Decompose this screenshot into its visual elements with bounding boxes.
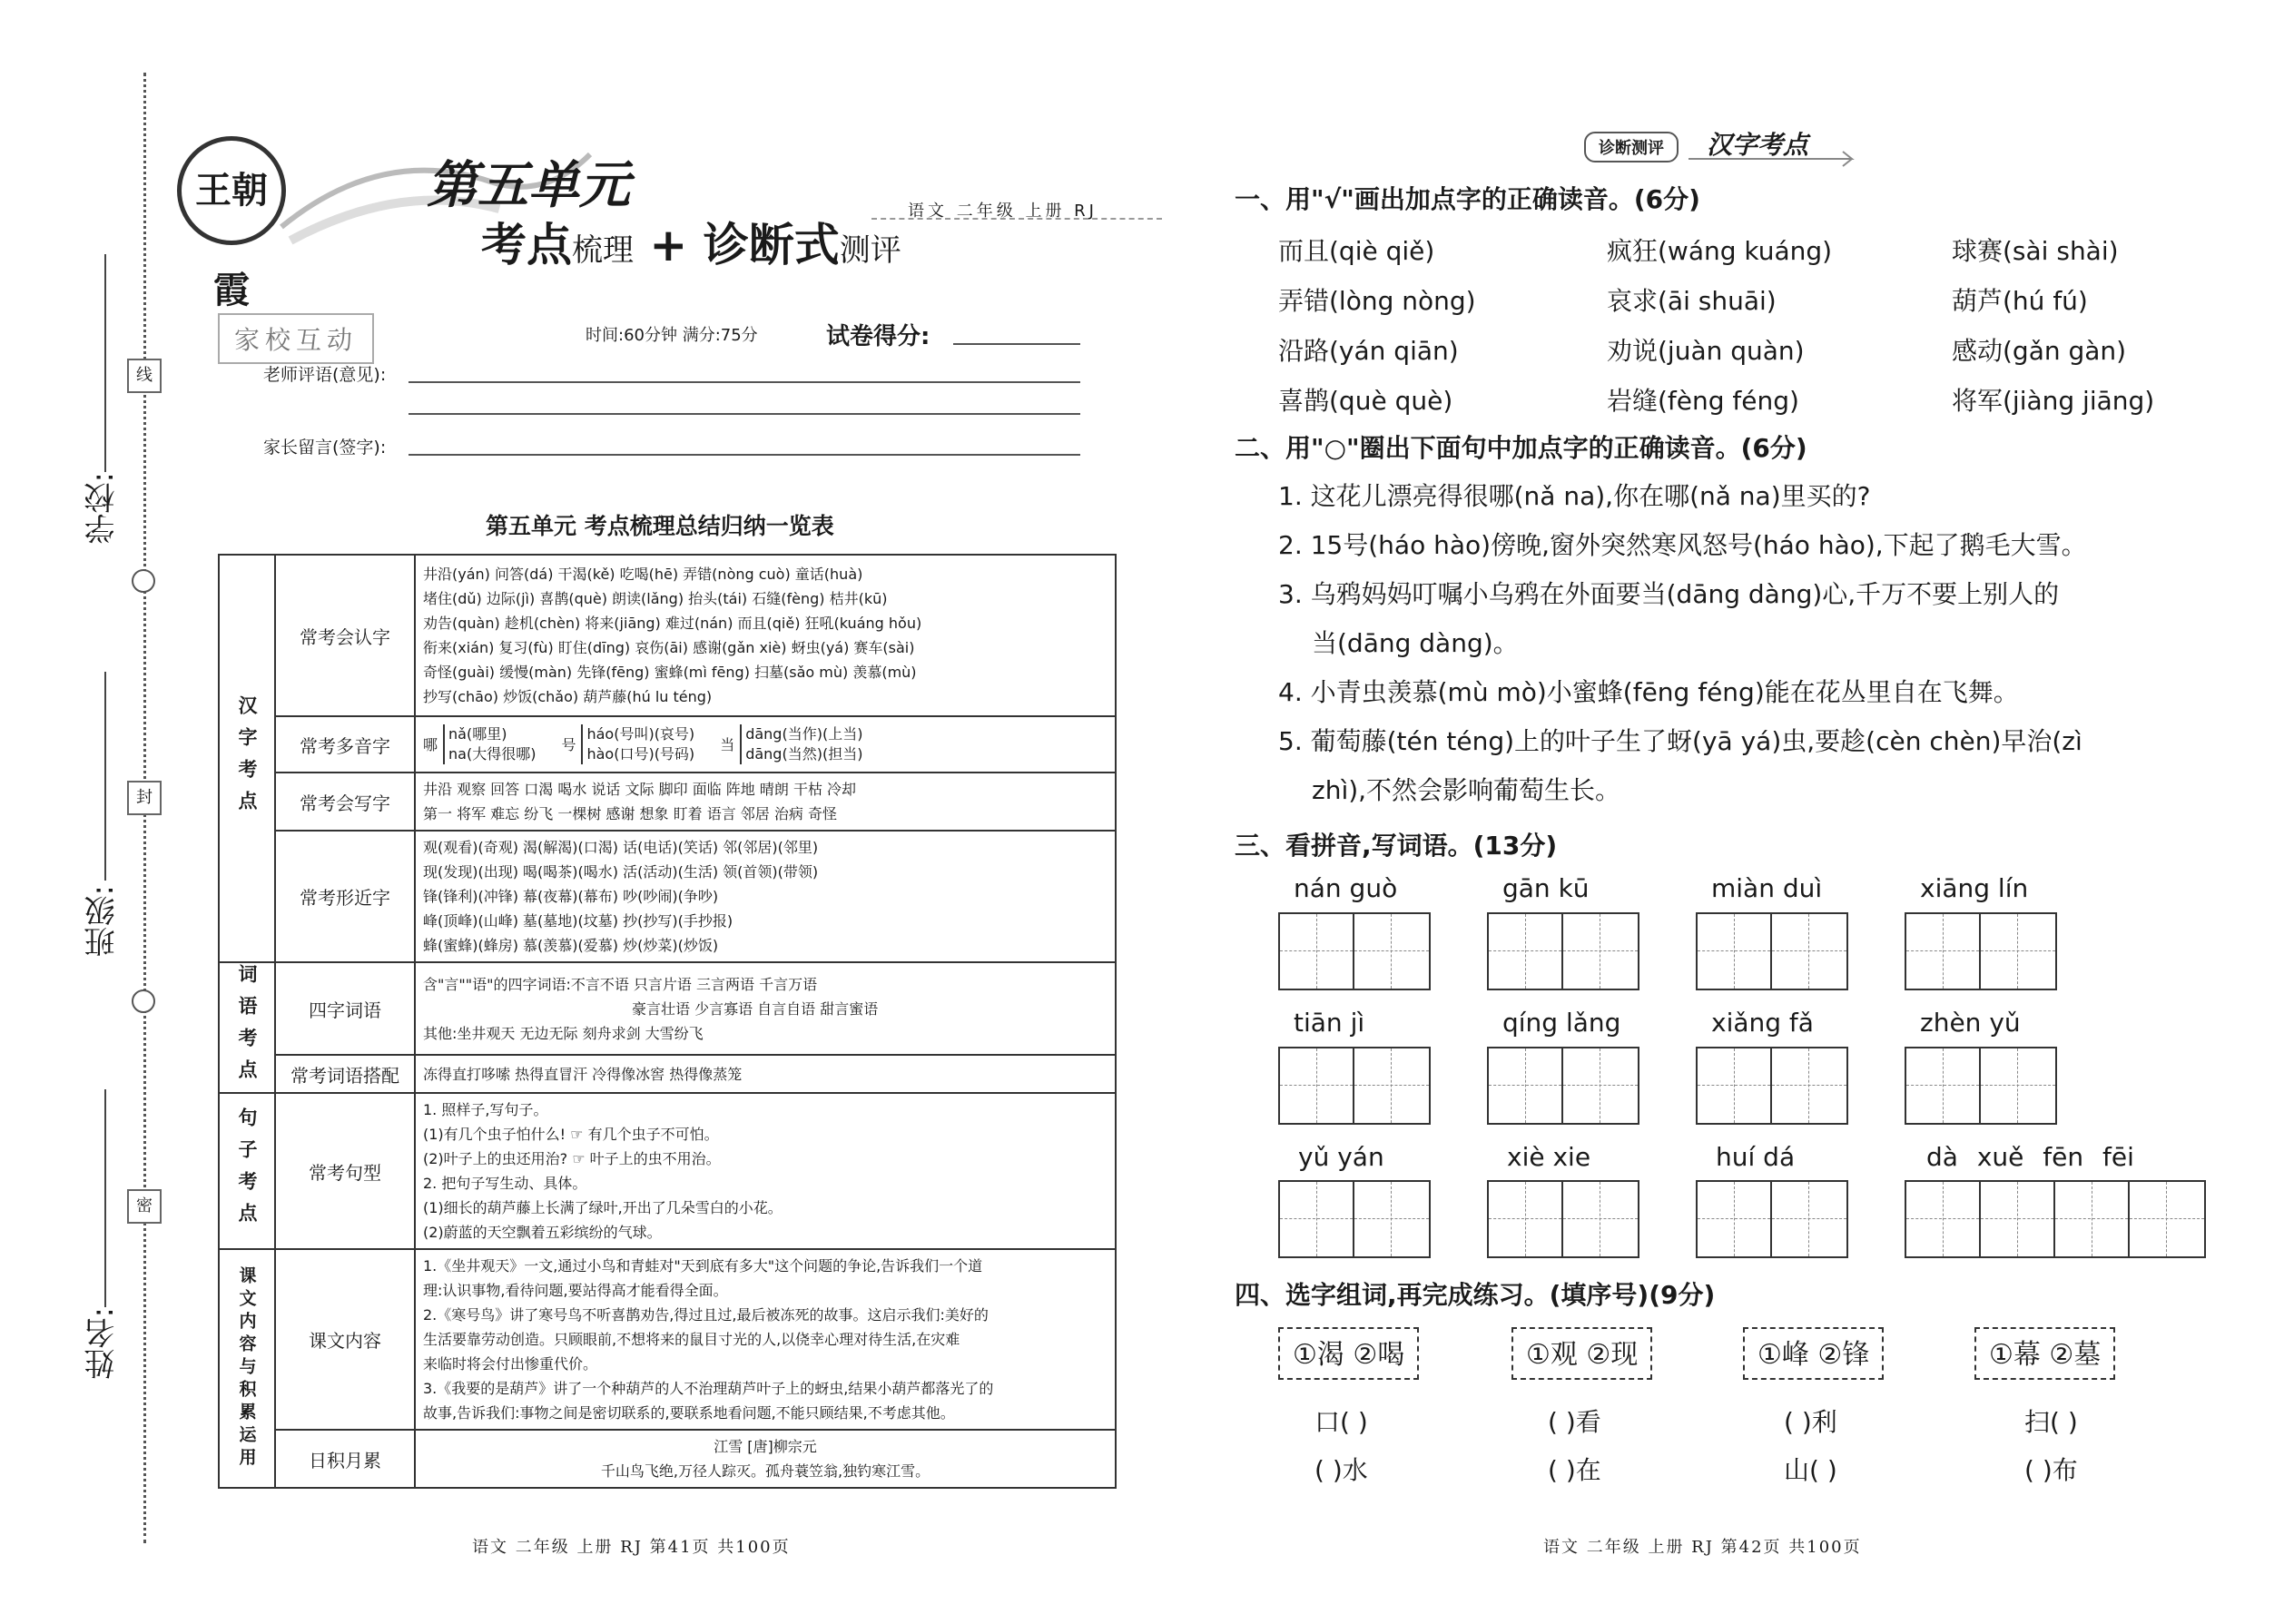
- q2-sentence[interactable]: 2. 15号(háo hào)傍晚,窗外突然寒风怒号(háo hào),下起了鹅毛大雪。: [1278, 530, 2087, 560]
- teacher-comment-field[interactable]: [409, 413, 1080, 415]
- q1-item[interactable]: 弄错(lòng nòng): [1278, 286, 1476, 316]
- word-blank[interactable]: 口( ): [1314, 1407, 1368, 1437]
- sub-kewen: 课文内容: [275, 1249, 415, 1430]
- class-field-line: [104, 672, 106, 881]
- category-juzi: 句子考点: [219, 1093, 275, 1249]
- duoyin-reading: háo(号叫)(哀号): [586, 725, 695, 743]
- pinyin-label: xiǎng fǎ: [1711, 1008, 1814, 1038]
- q1-item[interactable]: 球赛(sài shài): [1952, 236, 2119, 266]
- q1-item[interactable]: 而且(qiè qiě): [1278, 236, 1435, 266]
- duoyin-reading: dāng(当然)(担当): [745, 745, 863, 763]
- q1-item[interactable]: 将军(jiàng jiāng): [1952, 386, 2155, 416]
- parent-comment-label: 家长留言(签字):: [263, 438, 387, 458]
- summary-table: [218, 554, 1117, 1489]
- name-field-line: [104, 1089, 106, 1307]
- binding-mark-feng: 封: [127, 781, 162, 815]
- renzi-content: [415, 555, 1116, 716]
- header-dash-line: [871, 218, 1162, 220]
- duoyin-char: 哪: [423, 735, 438, 753]
- q2-sentence-cont[interactable]: 当(dāng dàng)。: [1312, 628, 1519, 658]
- q2-sentence[interactable]: 3. 乌鸦妈妈叮嘱小乌鸦在外面要当(dāng dàng)心,千万不要上别人的: [1278, 579, 2060, 609]
- pinyin-label: xiāng lín: [1920, 873, 2029, 903]
- duoyin-char: 号: [561, 735, 576, 753]
- category-kewen: 课文内容与积累运用: [219, 1249, 275, 1488]
- publisher-logo: 王朝霞: [177, 136, 286, 245]
- subtitle-kaodian: 考点: [481, 219, 572, 271]
- pinyin-label: huí dá: [1716, 1142, 1796, 1172]
- char-option-box: ①渴 ②喝: [1278, 1327, 1419, 1380]
- teacher-comment-label: 老师评语(意见):: [263, 365, 387, 385]
- q1-item[interactable]: 葫芦(hú fú): [1952, 286, 2088, 316]
- duoyin-reading: dāng(当作)(上当): [745, 725, 863, 743]
- word-blank[interactable]: ( )看: [1548, 1407, 1601, 1437]
- q2-sentence[interactable]: 4. 小青虫羡慕(mù mò)小蜜蜂(fēng féng)能在花丛里自在飞舞。: [1278, 677, 2019, 707]
- sub-juxing: 常考句型: [275, 1093, 415, 1249]
- table-line: (1)细长的葫芦藤上长满了绿叶,开出了几朵雪白的小花。: [423, 1199, 783, 1216]
- subtitle-shuli: 梳理: [572, 232, 634, 269]
- binding-hole: [132, 989, 155, 1013]
- pinyin-label: zhèn yǔ: [1920, 1008, 2021, 1038]
- table-line: 蜂(蜜蜂)(蜂房) 慕(羡慕)(爱慕) 炒(炒菜)(炒饭): [423, 937, 719, 954]
- name-label: 姓名:: [84, 1307, 121, 1380]
- school-label: 学校:: [84, 472, 121, 545]
- writing-grid[interactable]: [1696, 912, 1848, 990]
- table-line: 现(发现)(出现) 喝(喝茶)(喝水) 活(活动)(生活) 领(首领)(带领): [423, 863, 819, 881]
- table-line: 锋(锋利)(冲锋) 幕(夜幕)(幕布) 吵(吵闹)(争吵): [423, 888, 719, 905]
- pinyin-label: nán guò: [1294, 873, 1398, 903]
- unit-title: 第五单元: [427, 156, 630, 215]
- class-label: 班级:: [84, 885, 121, 958]
- word-blank[interactable]: 扫( ): [2024, 1407, 2078, 1437]
- teacher-comment-field[interactable]: [409, 381, 1080, 383]
- table-line: 其他:坐井观天 无边无际 刻舟求剑 大雪纷飞: [423, 1024, 704, 1042]
- kewen-content: [415, 1249, 1116, 1430]
- word-blank[interactable]: ( )在: [1548, 1455, 1601, 1485]
- pinyin-label: xiè xie: [1507, 1142, 1591, 1172]
- table-line: 生活要靠劳动创造。只顾眼前,不想将来的鼠目寸光的人,以侥幸心理对待生活,在灾难: [423, 1331, 960, 1348]
- question-4-heading: 四、选字组词,再完成练习。(填序号)(9分): [1235, 1280, 1716, 1310]
- q1-item[interactable]: 疯狂(wáng kuáng): [1607, 236, 1833, 266]
- table-line: 第一 将军 难忘 纷飞 一棵树 感谢 想象 盯着 语言 邻居 治病 奇怪: [423, 805, 837, 822]
- poem-title: 江雪 [唐]柳宗元: [714, 1438, 817, 1455]
- q1-item[interactable]: 劝说(juàn quàn): [1607, 336, 1805, 366]
- q2-sentence-cont[interactable]: zhì),不然会影响葡萄生长。: [1312, 775, 1621, 805]
- footer-left: 语文 二年级 上册 RJ 第41页 共100页: [472, 1538, 791, 1557]
- table-line: (2)叶子上的虫还用治? ☞ 叶子上的虫不用治。: [423, 1150, 721, 1167]
- q1-item[interactable]: 喜鹊(què què): [1278, 386, 1453, 416]
- diagnostic-tag: 诊断测评: [1584, 132, 1679, 162]
- table-line: 理:认识事物,看待问题,要站得高才能看得全面。: [423, 1282, 728, 1299]
- word-blank[interactable]: ( )水: [1314, 1455, 1368, 1485]
- score-field[interactable]: [953, 343, 1080, 345]
- q1-item[interactable]: 哀求(āi shuāi): [1607, 286, 1777, 316]
- subtitle-plus: +: [649, 219, 688, 271]
- pinyin-label: miàn duì: [1711, 873, 1823, 903]
- pinyin-label: qíng lǎng: [1502, 1008, 1621, 1038]
- q1-item[interactable]: 感动(gǎn gàn): [1952, 336, 2127, 366]
- pinyin-label: gān kū: [1502, 873, 1590, 903]
- duoyin-content: [415, 716, 1116, 773]
- juxing-content: [415, 1093, 1116, 1249]
- table-line: 含"言""语"的四字词语:不言不语 只言片语 三言两语 千言万语: [423, 975, 818, 993]
- binding-mark-xian: 线: [127, 359, 162, 393]
- table-line: 豪言壮语 少言寡语 自言自语 甜言蜜语: [632, 999, 879, 1018]
- dapei-content: 冻得直打哆嗦 热得直冒汗 冷得像冰窖 热得像蒸笼: [415, 1055, 1116, 1093]
- pinyin-label: yǔ yán: [1298, 1142, 1384, 1172]
- xingjin-content: [415, 831, 1116, 962]
- school-field-line: [104, 254, 106, 472]
- binding-mark-mi: 密: [127, 1189, 162, 1224]
- xiezi-content: [415, 773, 1116, 831]
- sub-dapei: 常考词语搭配: [275, 1055, 415, 1093]
- table-line: 1.《坐井观天》一文,通过小鸟和青蛙对"天到底有多大"这个问题的争论,告诉我们一个道: [423, 1257, 983, 1275]
- summary-table-title: 第五单元 考点梳理总结归纳一览表: [486, 513, 834, 539]
- question-3-heading: 三、看拼音,写词语。(13分): [1235, 831, 1558, 861]
- table-line: (2)蔚蓝的天空飘着五彩缤纷的气球。: [423, 1224, 662, 1241]
- q2-sentence[interactable]: 5. 葡萄藤(tén téng)上的叶子生了蚜(yā yá)虫,要趁(cèn chèn)早治(zì: [1278, 726, 2082, 756]
- table-line: 3.《我要的是葫芦》讲了一个种葫芦的人不治理葫芦叶子上的蚜虫,结果小葫芦都落光了的: [423, 1380, 994, 1397]
- category-hanzi: 汉字考点: [219, 555, 275, 962]
- footer-right: 语文 二年级 上册 RJ 第42页 共100页: [1543, 1538, 1862, 1557]
- table-line: 2. 把句子写生动、具体。: [423, 1175, 587, 1192]
- writing-grid[interactable]: [1696, 1180, 1848, 1258]
- table-line: 井沿(yán) 问答(dá) 干渴(kě) 吃喝(hē) 弄错(nòng cuò) 童话(huà): [423, 566, 863, 583]
- writing-grid[interactable]: [1487, 1047, 1639, 1125]
- family-school-badge: 家校互动: [218, 313, 374, 364]
- grade-tags: 语文 二年级 上册 RJ: [908, 202, 1098, 221]
- writing-grid[interactable]: [1487, 912, 1639, 990]
- table-line: 观(观看)(奇观) 渴(解渴)(口渴) 话(电话)(笑话) 邻(邻居)(邻里): [423, 839, 819, 856]
- sub-jilei: 日积月累: [275, 1430, 415, 1488]
- duoyin-reading: nǎ(哪里): [448, 725, 507, 743]
- table-line: 井沿 观察 回答 口渴 喝水 说话 文际 脚印 面临 阵地 晴朗 干枯 冷却: [423, 781, 857, 798]
- writing-grid[interactable]: [1905, 1180, 2206, 1258]
- table-line: 来临时将会付出惨重代价。: [423, 1355, 598, 1373]
- writing-grid[interactable]: [1278, 1180, 1431, 1258]
- question-1-heading: 一、用"√"画出加点字的正确读音。(6分): [1235, 184, 1700, 214]
- char-option-box: ①幕 ②墓: [1974, 1327, 2115, 1380]
- poem-body: 千山鸟飞绝,万径人踪灭。孤舟蓑笠翁,独钓寒江雪。: [600, 1462, 930, 1480]
- table-line: 2.《寒号鸟》讲了寒号鸟不听喜鹊劝告,得过且过,最后被冻死的故事。这启示我们:美好的: [423, 1306, 989, 1324]
- sub-duoyin: 常考多音字: [275, 716, 415, 773]
- word-blank[interactable]: ( )布: [2024, 1455, 2078, 1485]
- writing-grid[interactable]: [1905, 1047, 2057, 1125]
- time-and-score-info: 时间:60分钟 满分:75分: [586, 326, 758, 345]
- table-line: 奇怪(guài) 缓慢(màn) 先锋(fēng) 蜜蜂(mì fēng) 扫墓(sǎo mù) 羡慕(mù): [423, 664, 917, 681]
- table-line: 故事,告诉我们:事物之间是密切联系的,要联系地看问题,不能只顾结果,不考虑其他。: [423, 1404, 955, 1422]
- section-tag-title: 汉字考点: [1707, 130, 1809, 160]
- word-blank[interactable]: 山( ): [1784, 1455, 1837, 1485]
- tag-arrow-decoration: [1689, 150, 1870, 168]
- pinyin-label: dà xuě fēn fēi: [1926, 1142, 2134, 1172]
- sub-xiezi: 常考会写字: [275, 773, 415, 831]
- score-label: 试卷得分:: [826, 323, 930, 350]
- binding-hole: [132, 569, 155, 593]
- duoyin-char: 当: [720, 735, 735, 753]
- sub-renzi: 常考会认字: [275, 555, 415, 716]
- duoyin-reading: na(大得很哪): [448, 745, 537, 763]
- table-line: 劝告(quàn) 趁机(chèn) 将来(jiāng) 难过(nán) 而且(qiě) 狂吼(kuáng hǒu): [423, 615, 922, 632]
- sizi-content: [415, 962, 1116, 1055]
- q1-item[interactable]: 沿路(yán qiān): [1278, 336, 1459, 366]
- table-line: 衔来(xián) 复习(fù) 盯住(dīng) 哀伤(āi) 感谢(gǎn xiè) 蚜虫(yá) 赛车(sài): [423, 639, 915, 656]
- sub-sizi: 四字词语: [275, 962, 415, 1055]
- sub-xingjin: 常考形近字: [275, 831, 415, 962]
- jilei-content: [415, 1430, 1116, 1488]
- table-line: 抄写(chāo) 炒饭(chǎo) 葫芦藤(hú lu téng): [423, 688, 713, 705]
- parent-comment-field[interactable]: [409, 454, 1080, 456]
- writing-grid[interactable]: [1278, 912, 1431, 990]
- table-line: (1)有几个虫子怕什么! ☞ 有几个虫子不可怕。: [423, 1126, 719, 1143]
- duoyin-reading: hào(口号)(号码): [586, 745, 695, 763]
- q1-item[interactable]: 岩缝(fèng féng): [1607, 386, 1799, 416]
- table-line: 1. 照样子,写句子。: [423, 1101, 548, 1118]
- question-2-heading: 二、用"○"圈出下面句中加点字的正确读音。(6分): [1235, 433, 1807, 463]
- subtitle-ceping: 测评: [839, 232, 901, 269]
- page-subtitle: [481, 209, 901, 274]
- q2-sentence[interactable]: 1. 这花儿漂亮得很哪(nǎ na),你在哪(nǎ na)里买的?: [1278, 481, 1871, 511]
- writing-grid[interactable]: [1487, 1180, 1639, 1258]
- writing-grid[interactable]: [1905, 912, 2057, 990]
- subtitle-zhenduan: 诊断式: [703, 219, 840, 271]
- table-line: 堵住(dǔ) 边际(jì) 喜鹊(què) 朗读(lǎng) 抬头(tái) 石缝(fèng) 桔井(kū): [423, 590, 888, 607]
- writing-grid[interactable]: [1278, 1047, 1431, 1125]
- writing-grid[interactable]: [1696, 1047, 1848, 1125]
- char-option-box: ①观 ②现: [1511, 1327, 1652, 1380]
- category-ciyu: 词语考点: [219, 962, 275, 1093]
- word-blank[interactable]: ( )利: [1784, 1407, 1837, 1437]
- char-option-box: ①峰 ②锋: [1743, 1327, 1884, 1380]
- pinyin-label: tiān jì: [1294, 1008, 1365, 1038]
- table-line: 峰(顶峰)(山峰) 墓(墓地)(坟墓) 抄(抄写)(手抄报): [423, 912, 733, 930]
